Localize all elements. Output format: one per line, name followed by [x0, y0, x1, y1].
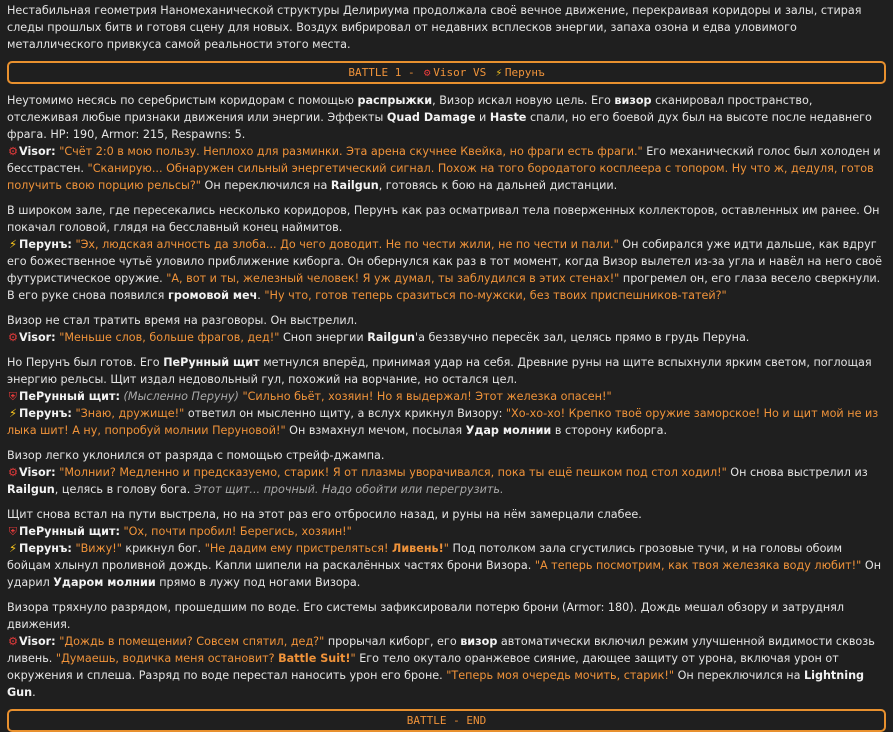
- quote: ": [350, 652, 356, 665]
- dialogue-line: [7, 388, 886, 405]
- speaker-name: Перунъ:: [19, 407, 72, 420]
- text: Визор не стал тратить время на разговоры. Он выстрелил.: [7, 314, 358, 327]
- dialogue-line: [7, 540, 886, 591]
- bold-term: Quad Damage: [386, 111, 476, 124]
- bold-quote: Ливень!: [392, 542, 444, 555]
- visor-gear-icon: ⚙: [7, 331, 19, 344]
- text: .: [32, 686, 36, 699]
- text: Неутомимо несясь по серебристым коридорам с помощью: [7, 94, 358, 107]
- lightning-bolt-icon: ⚡: [9, 407, 17, 420]
- visor-gear-icon: ⚙: [423, 66, 431, 79]
- dialogue-line: [7, 236, 886, 304]
- text: ответил он мысленно щиту, а вслух крикнул Визору:: [184, 407, 506, 420]
- battle-1-banner: [7, 61, 886, 84]
- quote: "Сканирую... Обнаружен сильный энергетический сигнал. Похож на того бородатого косплеера с топором. Ну что ж, дедуля, готов получить свою порцию рельсы?": [7, 162, 874, 192]
- bold-term: Railgun: [7, 483, 55, 496]
- text: прямо в лужу под ногами Визора.: [155, 576, 361, 589]
- quote: "Ох, почти пробил! Берегись, хозяин!": [123, 525, 352, 538]
- quote: "Счёт 2:0 в мою пользу. Неплохо для разминки. Эта арена скучнее Квейка, но фраги есть фраги.": [59, 145, 643, 158]
- dialogue-line: [7, 633, 886, 701]
- speaker-name: ПеРунный щит:: [19, 390, 120, 403]
- bold-term: распрыжки: [357, 94, 433, 107]
- narration-paragraph: [7, 92, 886, 194]
- speaker-name: Visor:: [19, 331, 56, 344]
- text: Его тело окутало оранжевое сияние, дающее защиту от урона, включая урон от окружения и сплеша. Разряд по воде перестал наносить урон его броне.: [7, 652, 839, 682]
- text: сканировал пространство, отслеживая любые признаки движения или энергии. Эффекты: [7, 94, 813, 124]
- quote: "Думаешь, водичка меня остановит?: [55, 652, 279, 665]
- dialogue-line: [7, 464, 886, 498]
- quote: "Ну что, готов теперь сразиться по-мужски, без твоих приспешников-татей?": [264, 289, 727, 302]
- quote: "Не дадим ему пристреляться!: [204, 542, 393, 555]
- text: Его механический голос был холоден и бесстрастен.: [7, 145, 881, 175]
- text: автоматически включил режим улучшенной видимости сквозь ливень.: [7, 635, 875, 665]
- speaker-name: Перунъ:: [19, 542, 72, 555]
- battle-prefix: BATTLE 1 -: [348, 66, 422, 79]
- text: .: [257, 289, 265, 302]
- narration-paragraph: [7, 506, 886, 591]
- battle-vs: VS: [466, 66, 493, 79]
- text: Он ударил: [7, 559, 882, 589]
- text: В широком зале, где пересекались несколько коридоров, Перунъ как раз осматривал тела поверженных коллекторов, оставленных им ранее. Он покачал головой, глядя на бесславный конец наймитов.: [7, 204, 880, 234]
- battle-player-2: Перунъ: [504, 66, 545, 79]
- narration-paragraph: [7, 312, 886, 346]
- quote: "Теперь моя очередь мочить, старик!": [446, 669, 675, 682]
- speaker-name: Visor:: [19, 635, 56, 648]
- text: Щит снова встал на пути выстрела, но на этот раз его отбросило назад, и руны на нём замерцали слабее.: [7, 508, 642, 521]
- lightning-bolt-icon: ⚡: [9, 238, 17, 251]
- quote: "Молнии? Медленно и предсказуемо, старик! Я от плазмы уворачивался, пока ты ещё пешком под стол ходил!": [59, 466, 727, 479]
- lightning-bolt-icon: ⚡: [495, 66, 503, 79]
- speaker-name: Перунъ:: [19, 238, 72, 251]
- speaker-name: Visor:: [19, 145, 56, 158]
- quote: "Меньше слов, больше фрагов, дед!": [59, 331, 280, 344]
- text: Он переключился на: [674, 669, 804, 682]
- text: прогремел он, его глаза весело сверкнули. В его руке снова появился: [7, 272, 881, 302]
- bold-term: Railgun: [330, 179, 379, 192]
- quote: "Хо-хо-хо! Крепко твоё оружие заморское! Но и щит мой не из лыка шит! А ну, попробуй молнии Перуновой!": [7, 407, 879, 437]
- narration-paragraph: [7, 599, 886, 701]
- quote: "А, вот и ты, железный человек! Я уж думал, ты заблудился в этих стенах!": [166, 272, 620, 285]
- narration-paragraph: [7, 354, 886, 439]
- lightning-bolt-icon: ⚡: [9, 542, 17, 555]
- text: Визор легко уклонился от разряда с помощью стрейф-джампа.: [7, 449, 385, 462]
- bold-term: Railgun: [367, 331, 416, 344]
- text: , Визор искал новую цель. Его: [432, 94, 615, 107]
- narration-paragraph: [7, 202, 886, 304]
- quote: "Эх, людская алчность да злоба... До чего доводит. Не по чести жили, не по чести и пали.": [75, 238, 619, 251]
- battle-end-banner: BATTLE - END: [7, 709, 886, 732]
- battle-player-1: Visor: [433, 66, 467, 79]
- bold-term: визор: [460, 635, 498, 648]
- quote: "Знаю, дружище!": [75, 407, 185, 420]
- speaker-name: ПеРунный щит:: [19, 525, 120, 538]
- visor-gear-icon: ⚙: [7, 466, 19, 479]
- shield-icon: ⛨: [8, 390, 18, 403]
- text: , целясь в голову бога.: [54, 483, 194, 496]
- dialogue-line: [7, 523, 886, 540]
- text: спали, но его боевой дух был на высоте после недавнего фрага. HP: 190, Armor: 215, Respawns: 5.: [7, 111, 872, 141]
- text: Но Перунъ был готов. Его: [7, 356, 164, 369]
- thought-text: (Мысленно Перуну): [123, 390, 239, 403]
- bold-term: Haste: [489, 111, 527, 124]
- visor-gear-icon: ⚙: [7, 635, 19, 648]
- text: метнулся вперёд, принимая удар на себя. Древние руны на щите вспыхнули ярким светом, поглощая энергию рельсы. Щит издал недовольный гул, похожий на ворчание, но остался цел.: [7, 356, 872, 386]
- quote: ": [443, 542, 449, 555]
- quote: "А теперь посмотрим, как твоя железяка воду любит!": [534, 559, 862, 572]
- dialogue-line: [7, 143, 886, 194]
- bold-term: Lightning Gun: [7, 669, 865, 699]
- shield-icon: ⛨: [8, 525, 18, 538]
- text: Он переключился на: [200, 179, 331, 192]
- speaker-name: Visor:: [19, 466, 56, 479]
- bold-quote: Battle Suit!: [278, 652, 351, 665]
- intro-paragraph: Нестабильная геометрия Наномеханической структуры Делириума продолжала своё вечное движение, перекраивая коридоры и залы, стирая следы прошлых битв и готовя сцену для новых. Воздух вибрировал от недавних всплесков энергии, запаха озона и едва уловимого металлического привкуса самой реальности этого места.: [7, 4, 862, 51]
- quote: "Дождь в помещении? Совсем спятил, дед?": [59, 635, 325, 648]
- text: Он собирался уже идти дальше, как вдруг его божественное чутьё уловило приближение киборга. Он обернулся как раз в тот момент, когда Визор вылетел из-за угла и навёл на него своё футуристическое оружие.: [7, 238, 883, 285]
- bold-term: громовой меч: [167, 289, 258, 302]
- bold-term: Ударом молнии: [53, 576, 156, 589]
- text: Визора тряхнуло разрядом, прошедшим по воде. Его системы зафиксировали потерю брони (Armor: 180). Дождь мешал обзору и затруднял движения.: [7, 601, 845, 631]
- narration-paragraph: [7, 447, 886, 498]
- bold-term: ПеРунный щит: [163, 356, 260, 369]
- text: , готовясь к бою на дальней дистанции.: [378, 179, 618, 192]
- quote: "Вижу!": [75, 542, 122, 555]
- thought-text: Этот щит... прочный. Надо обойти или перегрузить.: [193, 483, 504, 496]
- bold-term: визор: [614, 94, 652, 107]
- text: и: [475, 111, 490, 124]
- bold-term: Удар молнии: [465, 424, 552, 437]
- text: крикнул бог.: [121, 542, 205, 555]
- dialogue-line: [7, 405, 886, 439]
- visor-gear-icon: ⚙: [7, 145, 19, 158]
- text: в сторону киборга.: [551, 424, 668, 437]
- text: Сноп энергии: [279, 331, 368, 344]
- dialogue-line: [7, 329, 886, 346]
- text: Под потолком зала сгустились грозовые тучи, и на головы обоим бойцам хлынул проливной дождь. Капли шипели на раскалённых частях брони Визора.: [7, 542, 843, 572]
- text: Он снова выстрелил из: [726, 466, 868, 479]
- quote: "Сильно бьёт, хозяин! Но я выдержал! Этот железка опасен!": [242, 390, 612, 403]
- text: 'а беззвучно пересёк зал, целясь прямо в грудь Перуна.: [415, 331, 750, 344]
- text: прорычал киборг, его: [324, 635, 461, 648]
- text: Он взмахнул мечом, посылая: [285, 424, 466, 437]
